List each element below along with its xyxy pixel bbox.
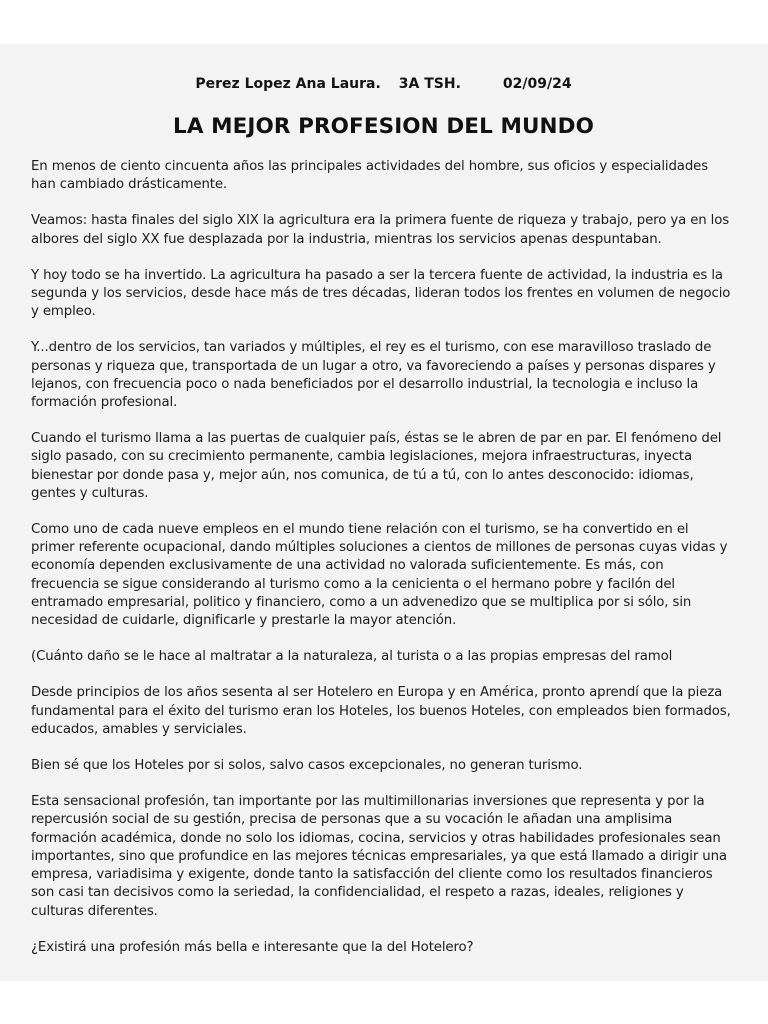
group-label: 3A TSH.: [398, 76, 461, 92]
document-page: [0, 44, 768, 981]
paragraph: Y hoy todo se ha invertido. La agricultura ha pasado a ser la tercera fuente de actividad, la industria es la segunda y los servicios, desde hace más de tres décadas, lideran todos los frentes en volumen de negocio y empleo.: [31, 267, 731, 320]
paragraph: ¿Existirá una profesión más bella e interesante que la del Hotelero?: [31, 939, 474, 955]
paragraph: (Cuánto daño se le hace al maltratar a la naturaleza, al turista o a las propias empresas del ramol: [31, 649, 673, 665]
paragraph: Y...dentro de los servicios, tan variados y múltiples, el rey es el turismo, con ese maravilloso traslado de personas y riqueza que, transportada de un lugar a otro, va favoreciendo a países y personas dispares y lejanos, con frecuencia poco o nada beneficiados por el desarrollo industrial, la tecnologia e incluso la formación profesional.: [31, 340, 716, 411]
paragraph: Como uno de cada nueve empleos en el mundo tiene relación con el turismo, se ha convertido en el primer referente ocupacional, dando múltiples soluciones a cientos de millones de personas cuyas vidas y economía dependen exclusivamente de una actividad no valorada suficientemente. Es más, con frecuencia se sigue considerando al turismo como a la cenicienta o el hermano pobre y facilón del entramado empresarial, politico y financiero, como a un advenedizo que se multiplica por si sólo, sin necesidad de cuidarle, dignificarle y prestarle la mayor atención.: [31, 522, 728, 629]
paragraph: Cuando el turismo llama a las puertas de cualquier país, éstas se le abren de par en par. El fenómeno del siglo pasado, con su crecimiento permanente, cambia legislaciones, mejora infraestructuras, inyecta bienestar por donde pasa y, mejor aún, nos comunica, de tú a tú, con lo antes desconocido: idiomas, gentes y culturas.: [31, 431, 722, 501]
paragraph: Veamos: hasta finales del siglo XIX la agricultura era la primera fuente de riqueza y trabajo, pero ya en los albores del siglo XX fue desplazada por la industria, mientras los servicios apenas despuntaban.: [31, 213, 730, 247]
date-label: 02/09/24: [502, 76, 572, 92]
paragraph: Esta sensacional profesión, tan importante por las multimillonarias inversiones que representa y por la repercusión social de su gestión, precisa de personas que a su vocación le añadan una amplisima formación académica, donde no solo los idiomas, cocina, servicios y otras habilidades profesionales sean importantes, sino que profundice en las mejores técnicas empresariales, ya que está llamado a dirigir una empresa, variadisima y exigente, donde tanto la satisfacción del cliente como los resultados financieros son casi tan decisivos como la seriedad, la confidencialidad, el respeto a razas, ideales, religiones y culturas diferentes.: [31, 794, 727, 919]
author-name: Perez Lopez Ana Laura.: [195, 76, 381, 92]
document-title: LA MEJOR PROFESION DEL MUNDO: [173, 114, 594, 139]
paragraph: En menos de ciento cincuenta años las principales actividades del hombre, sus oficios y especialidades han cambiado drásticamente.: [31, 159, 709, 193]
paragraph: Bien sé que los Hoteles por si solos, salvo casos excepcionales, no generan turismo.: [31, 758, 583, 774]
paragraph: Desde principios de los años sesenta al ser Hotelero en Europa y en América, pronto aprendí que la pieza fundamental para el éxito del turismo eran los Hoteles, los buenos Hoteles, con empleados bien formados, educados, amables y serviciales.: [31, 685, 731, 737]
document-header: [31, 75, 736, 93]
document-body: [31, 158, 736, 957]
